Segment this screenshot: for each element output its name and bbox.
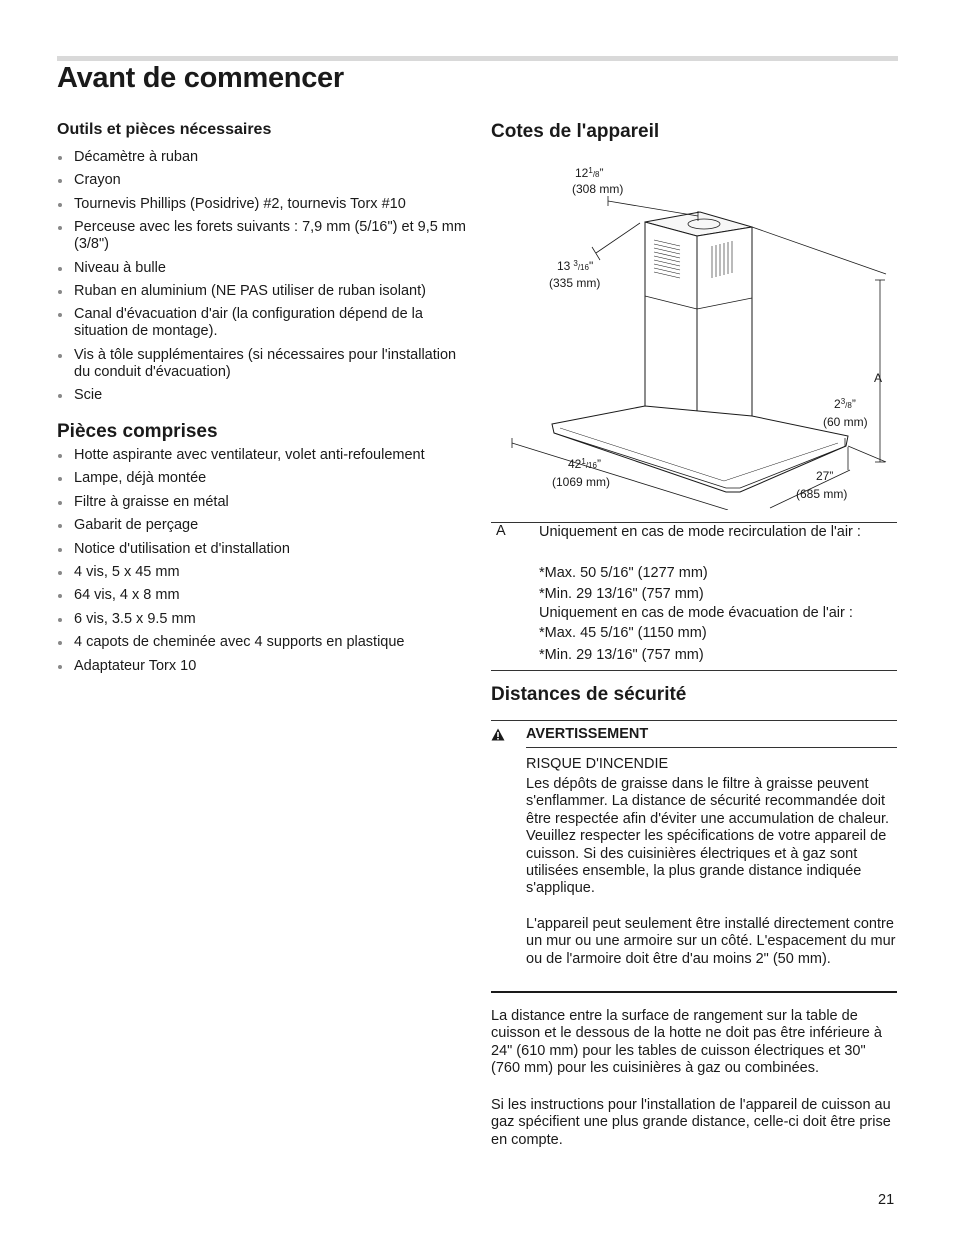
bullet-icon <box>58 524 62 528</box>
safety-paragraph: La distance entre la surface de rangement sur la table de cuisson et le dessous de la hotte ne doit pas être inférieure à 24" (610 mm) pour les tables de cuisson électriques et 30" (760 mm) pour les cuisinières à gaz ou combinées. <box>491 1008 882 1077</box>
safety-paragraph: Si les instructions pour l'installation de l'appareil de cuisson au gaz spécifient une plus grande distance, celle-ci doit être prise en compte. <box>491 1097 891 1148</box>
list-item-text: Hotte aspirante avec ventilateur, volet anti-refoulement <box>74 447 425 463</box>
warning-title: AVERTISSEMENT <box>526 726 649 742</box>
depth-mm-label: (335 mm) <box>549 276 601 290</box>
bullet-icon <box>58 571 62 575</box>
list-item <box>57 470 467 487</box>
dimensions-heading: Cotes de l'appareil <box>491 121 660 142</box>
list-item-text: Crayon <box>74 172 121 189</box>
list-item-text: Perceuse avec les forets suivants : 7,9 mm (5/16") et 9,5 mm (3/8") <box>74 219 466 253</box>
bullet-icon <box>58 394 62 398</box>
tools-list <box>57 149 467 411</box>
list-item-text: Scie <box>74 387 103 404</box>
spec-rule-bottom <box>491 670 897 671</box>
list-item <box>57 587 467 604</box>
bullet-icon <box>58 548 62 552</box>
bullet-icon <box>58 156 62 160</box>
list-item <box>57 517 467 534</box>
bullet-icon <box>58 267 62 271</box>
list-item-text: Ruban en aluminium (NE PAS utiliser de ruban isolant) <box>74 282 426 299</box>
bullet-icon <box>58 203 62 207</box>
bullet-icon <box>58 501 62 505</box>
spec-rule-top <box>491 522 897 523</box>
bullet-icon <box>58 313 62 317</box>
list-item-text: Tournevis Phillips (Posidrive) #2, tournevis Torx #10 <box>74 195 406 212</box>
spec-line: *Max. 45 5/16" (1150 mm) <box>539 625 707 641</box>
spec-line: *Max. 50 5/16" (1277 mm) <box>539 565 708 581</box>
canopy-height-label: $2^3_/8$” <box>834 397 856 411</box>
depth-label: 13 $^3_/$16" <box>557 259 594 273</box>
list-item <box>57 172 467 189</box>
canopy-height-mm-label: (60 mm) <box>823 415 868 429</box>
warning-rule-inner <box>526 747 897 748</box>
parts-heading: Pièces comprises <box>57 421 218 442</box>
warning-rule-bottom <box>491 991 897 993</box>
list-item <box>57 283 467 300</box>
list-item <box>57 347 467 381</box>
hood-width-mm-label: (1069 mm) <box>552 475 611 489</box>
list-item-text: 4 capots de cheminée avec 4 supports en plastique <box>74 634 405 651</box>
page-number: 21 <box>878 1192 895 1208</box>
hood-dimension-diagram <box>500 160 900 510</box>
bullet-icon <box>58 594 62 598</box>
list-item <box>57 658 467 675</box>
bullet-icon <box>58 641 62 645</box>
spec-line: Uniquement en cas de mode évacuation de l'air : <box>539 605 853 621</box>
warning-paragraph: Les dépôts de graisse dans le filtre à graisse peuvent s'enflammer. La distance de sécurité recommandée doit être respectée afin d'éviter une accumulation de chaleur. Veuillez respecter les spécifications de votre appareil de cuisson. Si des cuisinières électriques et à gaz sont utilisées ensemble, la plus grande distance indiquée s'applique. <box>526 776 890 897</box>
list-item <box>57 494 467 511</box>
list-item-text: Notice d'utilisation et d'installation <box>74 540 290 557</box>
parts-list <box>57 447 467 681</box>
list-item <box>57 387 467 404</box>
spec-line: Uniquement en cas de mode recirculation de l'air : <box>539 524 861 540</box>
list-item <box>57 611 467 628</box>
list-item-text: Niveau à bulle <box>74 259 166 276</box>
top-rule <box>57 56 898 61</box>
list-item <box>57 260 467 277</box>
warning-triangle-icon <box>491 728 505 741</box>
list-item-text: Décamètre à ruban <box>74 149 199 165</box>
list-item <box>57 306 467 340</box>
list-item <box>57 196 467 213</box>
list-item <box>57 564 467 581</box>
top-width-label: $12^1_/8$” <box>575 166 604 180</box>
list-item-text: Vis à tôle supplémentaires (si nécessaires pour l'installation du conduit d'évacuation) <box>74 346 457 380</box>
tools-heading: Outils et pièces nécessaires <box>57 121 272 138</box>
height-a-label: A <box>874 371 883 385</box>
warning-rule-top <box>491 720 897 721</box>
bullet-icon <box>58 226 62 230</box>
list-item-text: Canal d'évacuation d'air (la configuration dépend de la situation de montage). <box>74 306 423 340</box>
list-item-text: 6 vis, 3.5 x 9.5 mm <box>74 610 196 627</box>
spec-line: *Min. 29 13/16" (757 mm) <box>539 647 704 663</box>
top-width-mm-label: (308 mm) <box>572 182 624 196</box>
bullet-icon <box>58 290 62 294</box>
bullet-icon <box>58 618 62 622</box>
list-item-text: Filtre à graisse en métal <box>74 493 229 510</box>
warning-paragraph: L'appareil peut seulement être installé directement contre un mur ou une armoire sur un côté. L'espacement du mur ou de l'armoire doit être d'au moins 2" (50 mm). <box>526 916 896 967</box>
list-item-text: Gabarit de perçage <box>74 517 199 534</box>
page-title: Avant de commencer <box>57 62 344 94</box>
list-item-text: Adaptateur Torx 10 <box>74 657 197 674</box>
list-item <box>57 447 467 464</box>
list-item <box>57 634 467 651</box>
bullet-icon <box>58 477 62 481</box>
bullet-icon <box>58 354 62 358</box>
warning-box <box>491 720 897 967</box>
bullet-icon <box>58 454 62 458</box>
list-item <box>57 541 467 558</box>
list-item <box>57 149 467 166</box>
warning-subtitle: RISQUE D'INCENDIE <box>526 756 669 772</box>
safety-heading: Distances de sécurité <box>491 684 687 705</box>
spec-line: *Min. 29 13/16" (757 mm) <box>539 586 704 602</box>
hood-width-label: $42^1_/16$” <box>568 457 601 471</box>
list-item <box>57 219 467 253</box>
dimension-spec-table <box>491 522 897 663</box>
bullet-icon <box>58 179 62 183</box>
bullet-icon <box>58 665 62 669</box>
spec-letter: A <box>496 523 506 539</box>
list-item-text: Lampe, déjà montée <box>74 470 207 487</box>
list-item-text: 4 vis, 5 x 45 mm <box>74 563 180 580</box>
hood-depth-mm-label: (685 mm) <box>796 487 848 501</box>
hood-depth-label: 27” <box>816 469 834 483</box>
list-item-text: 64 vis, 4 x 8 mm <box>74 587 180 604</box>
